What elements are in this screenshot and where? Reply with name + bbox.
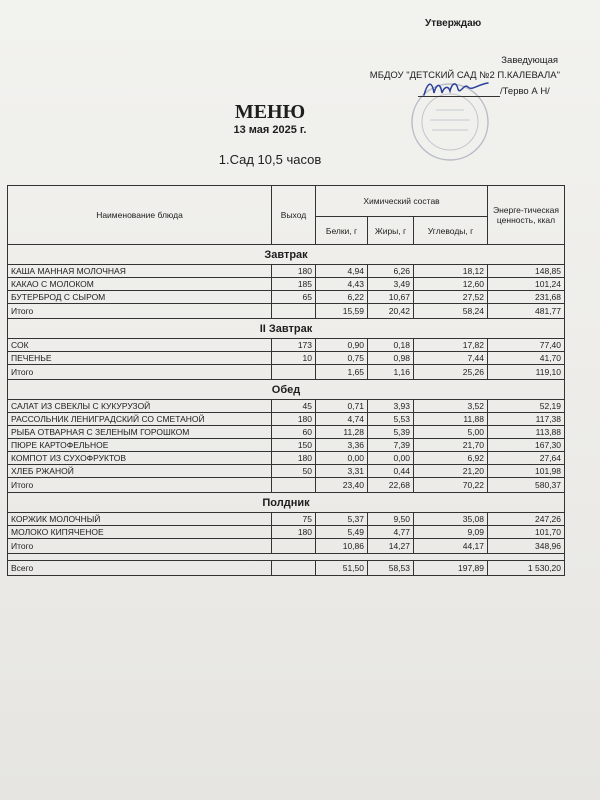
table-row	[8, 465, 565, 478]
dish-energy: 27,64	[488, 452, 565, 465]
dish-output: 45	[272, 400, 316, 413]
dish-proteins: 5,37	[316, 513, 368, 526]
header-proteins: Белки, г	[316, 217, 368, 245]
table-row	[8, 339, 565, 352]
menu-date: 13 мая 2025 г.	[233, 124, 307, 136]
table-row	[8, 400, 565, 413]
section-title: II Завтрак	[8, 319, 565, 339]
grand-total-proteins: 51,50	[316, 561, 368, 576]
dish-fats: 5,39	[368, 426, 414, 439]
table-row	[8, 452, 565, 465]
table-row	[8, 439, 565, 452]
dish-proteins: 0,00	[316, 452, 368, 465]
header-energy: Энерге-тическая ценность, ккал	[488, 186, 565, 245]
dish-name: РЫБА ОТВАРНАЯ С ЗЕЛЕНЫМ ГОРОШКОМ	[8, 426, 272, 439]
dish-proteins: 0,71	[316, 400, 368, 413]
total-output	[272, 365, 316, 380]
dish-name: СОК	[8, 339, 272, 352]
dish-carbs: 21,20	[414, 465, 488, 478]
spacer-cell	[8, 554, 565, 561]
dish-proteins: 0,75	[316, 352, 368, 365]
total-proteins: 23,40	[316, 478, 368, 493]
dish-carbs: 3,52	[414, 400, 488, 413]
dish-energy: 148,85	[488, 265, 565, 278]
dish-output: 10	[272, 352, 316, 365]
grand-total-output	[272, 561, 316, 576]
head-organization: МБДОУ "ДЕТСКИЙ САД №2 П.КАЛЕВАЛА"	[369, 70, 560, 81]
dish-output: 50	[272, 465, 316, 478]
dish-carbs: 7,44	[414, 352, 488, 365]
dish-carbs: 11,88	[414, 413, 488, 426]
dish-carbs: 35,08	[414, 513, 488, 526]
dish-proteins: 4,94	[316, 265, 368, 278]
total-proteins: 15,59	[316, 304, 368, 319]
head-signature-name: /Терво А Н/	[500, 86, 550, 97]
table-row	[8, 352, 565, 365]
dish-output: 65	[272, 291, 316, 304]
dish-name: КОРЖИК МОЛОЧНЫЙ	[8, 513, 272, 526]
total-energy: 119,10	[488, 365, 565, 380]
total-fats: 1,16	[368, 365, 414, 380]
total-row	[8, 539, 565, 554]
dish-energy: 41,70	[488, 352, 565, 365]
dish-carbs: 18,12	[414, 265, 488, 278]
dish-carbs: 12,60	[414, 278, 488, 291]
dish-carbs: 5,00	[414, 426, 488, 439]
total-label: Итого	[8, 539, 272, 554]
approval-label: Утверждаю	[425, 18, 482, 29]
dish-energy: 101,98	[488, 465, 565, 478]
total-fats: 22,68	[368, 478, 414, 493]
dish-fats: 0,44	[368, 465, 414, 478]
section-row	[8, 245, 565, 265]
dish-carbs: 6,92	[414, 452, 488, 465]
header-output: Выход	[272, 186, 316, 245]
section-row	[8, 319, 565, 339]
dish-fats: 3,93	[368, 400, 414, 413]
grand-total-fats: 58,53	[368, 561, 414, 576]
dish-output: 180	[272, 265, 316, 278]
grand-total-energy: 1 530,20	[488, 561, 565, 576]
total-fats: 14,27	[368, 539, 414, 554]
dish-output: 150	[272, 439, 316, 452]
dish-name: САЛАТ ИЗ СВЕКЛЫ С КУКУРУЗОЙ	[8, 400, 272, 413]
dish-proteins: 5,49	[316, 526, 368, 539]
grand-total-carbs: 197,89	[414, 561, 488, 576]
dish-proteins: 4,74	[316, 413, 368, 426]
dish-energy: 101,24	[488, 278, 565, 291]
dish-output: 75	[272, 513, 316, 526]
dish-name: ПЮРЕ КАРТОФЕЛЬНОЕ	[8, 439, 272, 452]
total-output	[272, 304, 316, 319]
table-row	[8, 526, 565, 539]
total-row	[8, 304, 565, 319]
header-name: Наименование блюда	[8, 186, 272, 245]
dish-proteins: 3,31	[316, 465, 368, 478]
total-output	[272, 539, 316, 554]
dish-energy: 113,88	[488, 426, 565, 439]
dish-energy: 117,38	[488, 413, 565, 426]
dish-fats: 5,53	[368, 413, 414, 426]
dish-name: МОЛОКО КИПЯЧЕНОЕ	[8, 526, 272, 539]
table-row	[8, 426, 565, 439]
dish-fats: 7,39	[368, 439, 414, 452]
dish-fats: 0,98	[368, 352, 414, 365]
dish-energy: 167,30	[488, 439, 565, 452]
total-row	[8, 365, 565, 380]
section-title: Полдник	[8, 493, 565, 513]
dish-proteins: 3,36	[316, 439, 368, 452]
header-chem: Химический состав	[316, 186, 488, 217]
menu-title: МЕНЮ	[234, 101, 306, 123]
header-fats: Жиры, г	[368, 217, 414, 245]
total-energy: 481,77	[488, 304, 565, 319]
dish-energy: 231,68	[488, 291, 565, 304]
dish-proteins: 4,43	[316, 278, 368, 291]
total-energy: 348,96	[488, 539, 565, 554]
table-row	[8, 278, 565, 291]
signature-image	[418, 75, 496, 103]
dish-energy: 101,70	[488, 526, 565, 539]
total-carbs: 58,24	[414, 304, 488, 319]
head-position: Заведующая	[501, 55, 558, 66]
dish-carbs: 9,09	[414, 526, 488, 539]
dish-name: РАССОЛЬНИК ЛЕНИГРАДСКИЙ СО СМЕТАНОЙ	[8, 413, 272, 426]
total-row	[8, 478, 565, 493]
grand-total-label: Всего	[8, 561, 272, 576]
dish-proteins: 0,90	[316, 339, 368, 352]
total-proteins: 10,86	[316, 539, 368, 554]
table-row	[8, 291, 565, 304]
dish-fats: 4,77	[368, 526, 414, 539]
total-carbs: 25,26	[414, 365, 488, 380]
spacer-row	[8, 554, 565, 561]
total-label: Итого	[8, 478, 272, 493]
table-row	[8, 265, 565, 278]
dish-carbs: 27,52	[414, 291, 488, 304]
dish-energy: 52,19	[488, 400, 565, 413]
dish-energy: 77,40	[488, 339, 565, 352]
dish-name: ХЛЕБ РЖАНОЙ	[8, 465, 272, 478]
dish-proteins: 11,28	[316, 426, 368, 439]
table-row	[8, 513, 565, 526]
table-row	[8, 413, 565, 426]
dish-fats: 0,18	[368, 339, 414, 352]
dish-fats: 3,49	[368, 278, 414, 291]
total-label: Итого	[8, 304, 272, 319]
dish-carbs: 21,70	[414, 439, 488, 452]
section-title: Обед	[8, 380, 565, 400]
total-carbs: 70,22	[414, 478, 488, 493]
dish-carbs: 17,82	[414, 339, 488, 352]
dish-fats: 10,67	[368, 291, 414, 304]
total-energy: 580,37	[488, 478, 565, 493]
total-fats: 20,42	[368, 304, 414, 319]
section-row	[8, 380, 565, 400]
dish-fats: 6,26	[368, 265, 414, 278]
total-output	[272, 478, 316, 493]
dish-output: 180	[272, 526, 316, 539]
dish-output: 60	[272, 426, 316, 439]
total-label: Итого	[8, 365, 272, 380]
dish-output: 180	[272, 452, 316, 465]
section-title: Завтрак	[8, 245, 565, 265]
dish-name: БУТЕРБРОД С СЫРОМ	[8, 291, 272, 304]
header-carbs: Углеводы, г	[414, 217, 488, 245]
dish-fats: 9,50	[368, 513, 414, 526]
menu-subtitle: 1.Сад 10,5 часов	[218, 152, 322, 167]
dish-name: ПЕЧЕНЬЕ	[8, 352, 272, 365]
signature-line	[418, 96, 500, 97]
dish-output: 173	[272, 339, 316, 352]
dish-name: КАША МАННАЯ МОЛОЧНАЯ	[8, 265, 272, 278]
total-carbs: 44,17	[414, 539, 488, 554]
dish-proteins: 6,22	[316, 291, 368, 304]
dish-energy: 247,26	[488, 513, 565, 526]
grand-total-row	[8, 561, 565, 576]
dish-output: 180	[272, 413, 316, 426]
menu-table	[7, 185, 565, 576]
section-row	[8, 493, 565, 513]
dish-name: КАКАО С МОЛОКОМ	[8, 278, 272, 291]
dish-name: КОМПОТ ИЗ СУХОФРУКТОВ	[8, 452, 272, 465]
dish-fats: 0,00	[368, 452, 414, 465]
dish-output: 185	[272, 278, 316, 291]
total-proteins: 1,65	[316, 365, 368, 380]
